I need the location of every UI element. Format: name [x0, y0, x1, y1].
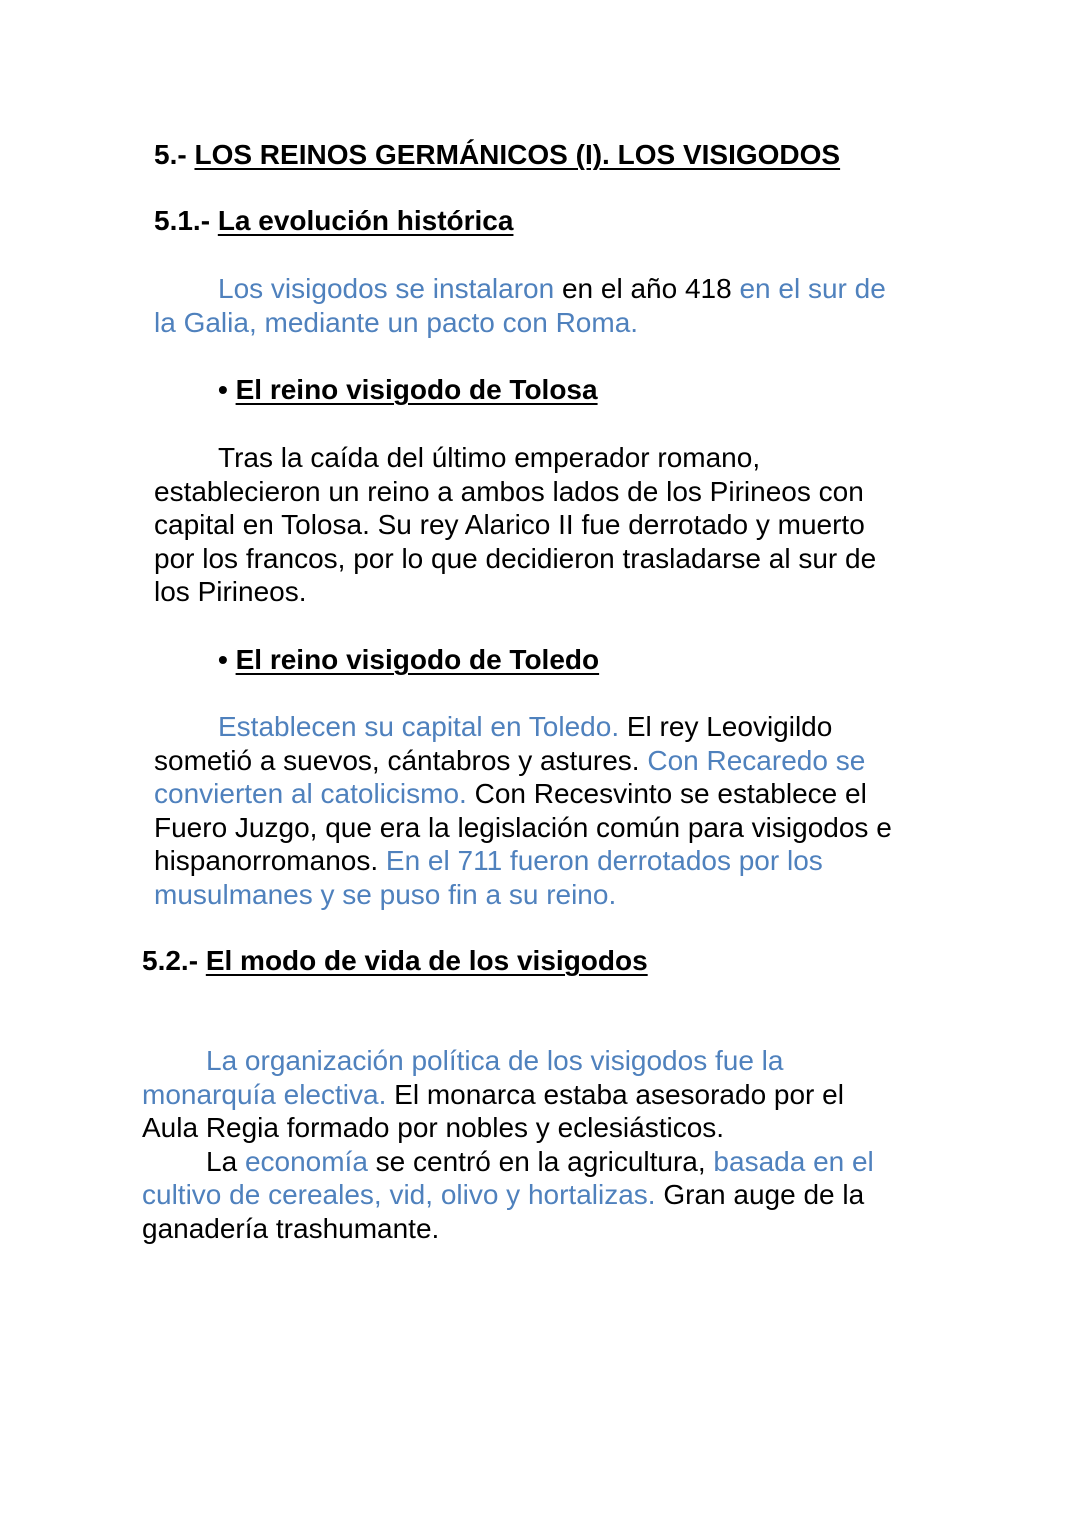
lifestyle-highlight: La organización política de los visigodos fue la — [206, 1045, 784, 1076]
title-text: LOS REINOS GERMÁNICOS (I). LOS VISIGODOS — [194, 139, 841, 170]
economy-text: Gran auge de la — [655, 1179, 865, 1210]
tolosa-line: establecieron un reino a ambos lados de los Pirineos con — [154, 475, 864, 507]
section-1-title: La evolución histórica — [217, 205, 514, 236]
toledo-text: Fuero Juzgo, que era la legislación común para visigodos e — [154, 811, 892, 843]
toledo-text: hispanorromanos. — [154, 845, 386, 876]
section-1-number: 5.1.- — [154, 205, 218, 236]
page-title — [154, 138, 840, 172]
bullet-title-tolosa: El reino visigodo de Tolosa — [235, 374, 598, 405]
section-2-title: El modo de vida de los visigodos — [205, 945, 648, 976]
tolosa-line: los Pirineos. — [154, 576, 307, 607]
bullet-heading-tolosa — [218, 373, 598, 407]
bullet-heading-toledo — [218, 643, 599, 677]
section-2-number: 5.2.- — [142, 945, 206, 976]
section-2-heading — [142, 944, 648, 978]
section-1-heading — [154, 204, 513, 238]
toledo-highlight: En el 711 fueron derrotados por los — [385, 845, 823, 876]
lifestyle-text: Aula Regia formado por nobles y eclesiásticos. — [142, 1112, 725, 1143]
economy-highlight: economía — [244, 1145, 368, 1177]
intro-highlight-a: Los visigodos se instalaron — [218, 273, 555, 304]
economy-highlight: cultivo de cereales, vid, olivo y hortalizas. — [142, 1179, 656, 1210]
economy-highlight: basada en el — [713, 1145, 874, 1177]
toledo-text: sometió a suevos, cántabros y astures. — [154, 744, 648, 776]
lifestyle-highlight: monarquía electiva. — [142, 1078, 387, 1110]
tolosa-line: Tras la caída del último emperador romano, — [218, 442, 761, 473]
bullet-title-toledo: El reino visigodo de Toledo — [235, 644, 600, 675]
lifestyle-text: El monarca estaba asesorado por el — [386, 1078, 844, 1110]
toledo-text: El rey Leovigildo — [619, 711, 833, 742]
title-number: 5.- — [154, 139, 195, 170]
bullet-icon: • — [218, 374, 228, 405]
toledo-highlight: Con Recaredo se — [647, 744, 866, 776]
economy-text: se centró en la agricultura, — [367, 1145, 714, 1177]
lifestyle-paragraph — [142, 1044, 874, 1245]
intro-highlight-c: en el sur de — [739, 273, 886, 304]
tolosa-line: capital en Tolosa. Su rey Alarico II fue derrotado y muerto — [154, 509, 865, 540]
toledo-highlight: convierten al catolicismo. — [154, 778, 467, 809]
intro-highlight-d: la Galia, mediante un pacto con Roma. — [154, 306, 639, 338]
bullet-icon: • — [218, 644, 228, 675]
toledo-text: Con Recesvinto se establece el — [466, 778, 867, 809]
intro-text-b: en el año 418 — [554, 273, 740, 304]
toledo-highlight: Establecen su capital en Toledo. — [218, 711, 620, 742]
tolosa-line: por los francos, por lo que decidieron trasladarse al sur de — [154, 542, 877, 574]
intro-paragraph — [154, 272, 886, 339]
economy-text: ganadería trashumante. — [142, 1212, 440, 1244]
toledo-paragraph — [154, 710, 892, 911]
economy-text: La — [206, 1145, 245, 1177]
toledo-highlight: musulmanes y se puso fin a su reino. — [154, 878, 617, 910]
tolosa-paragraph — [154, 441, 876, 609]
